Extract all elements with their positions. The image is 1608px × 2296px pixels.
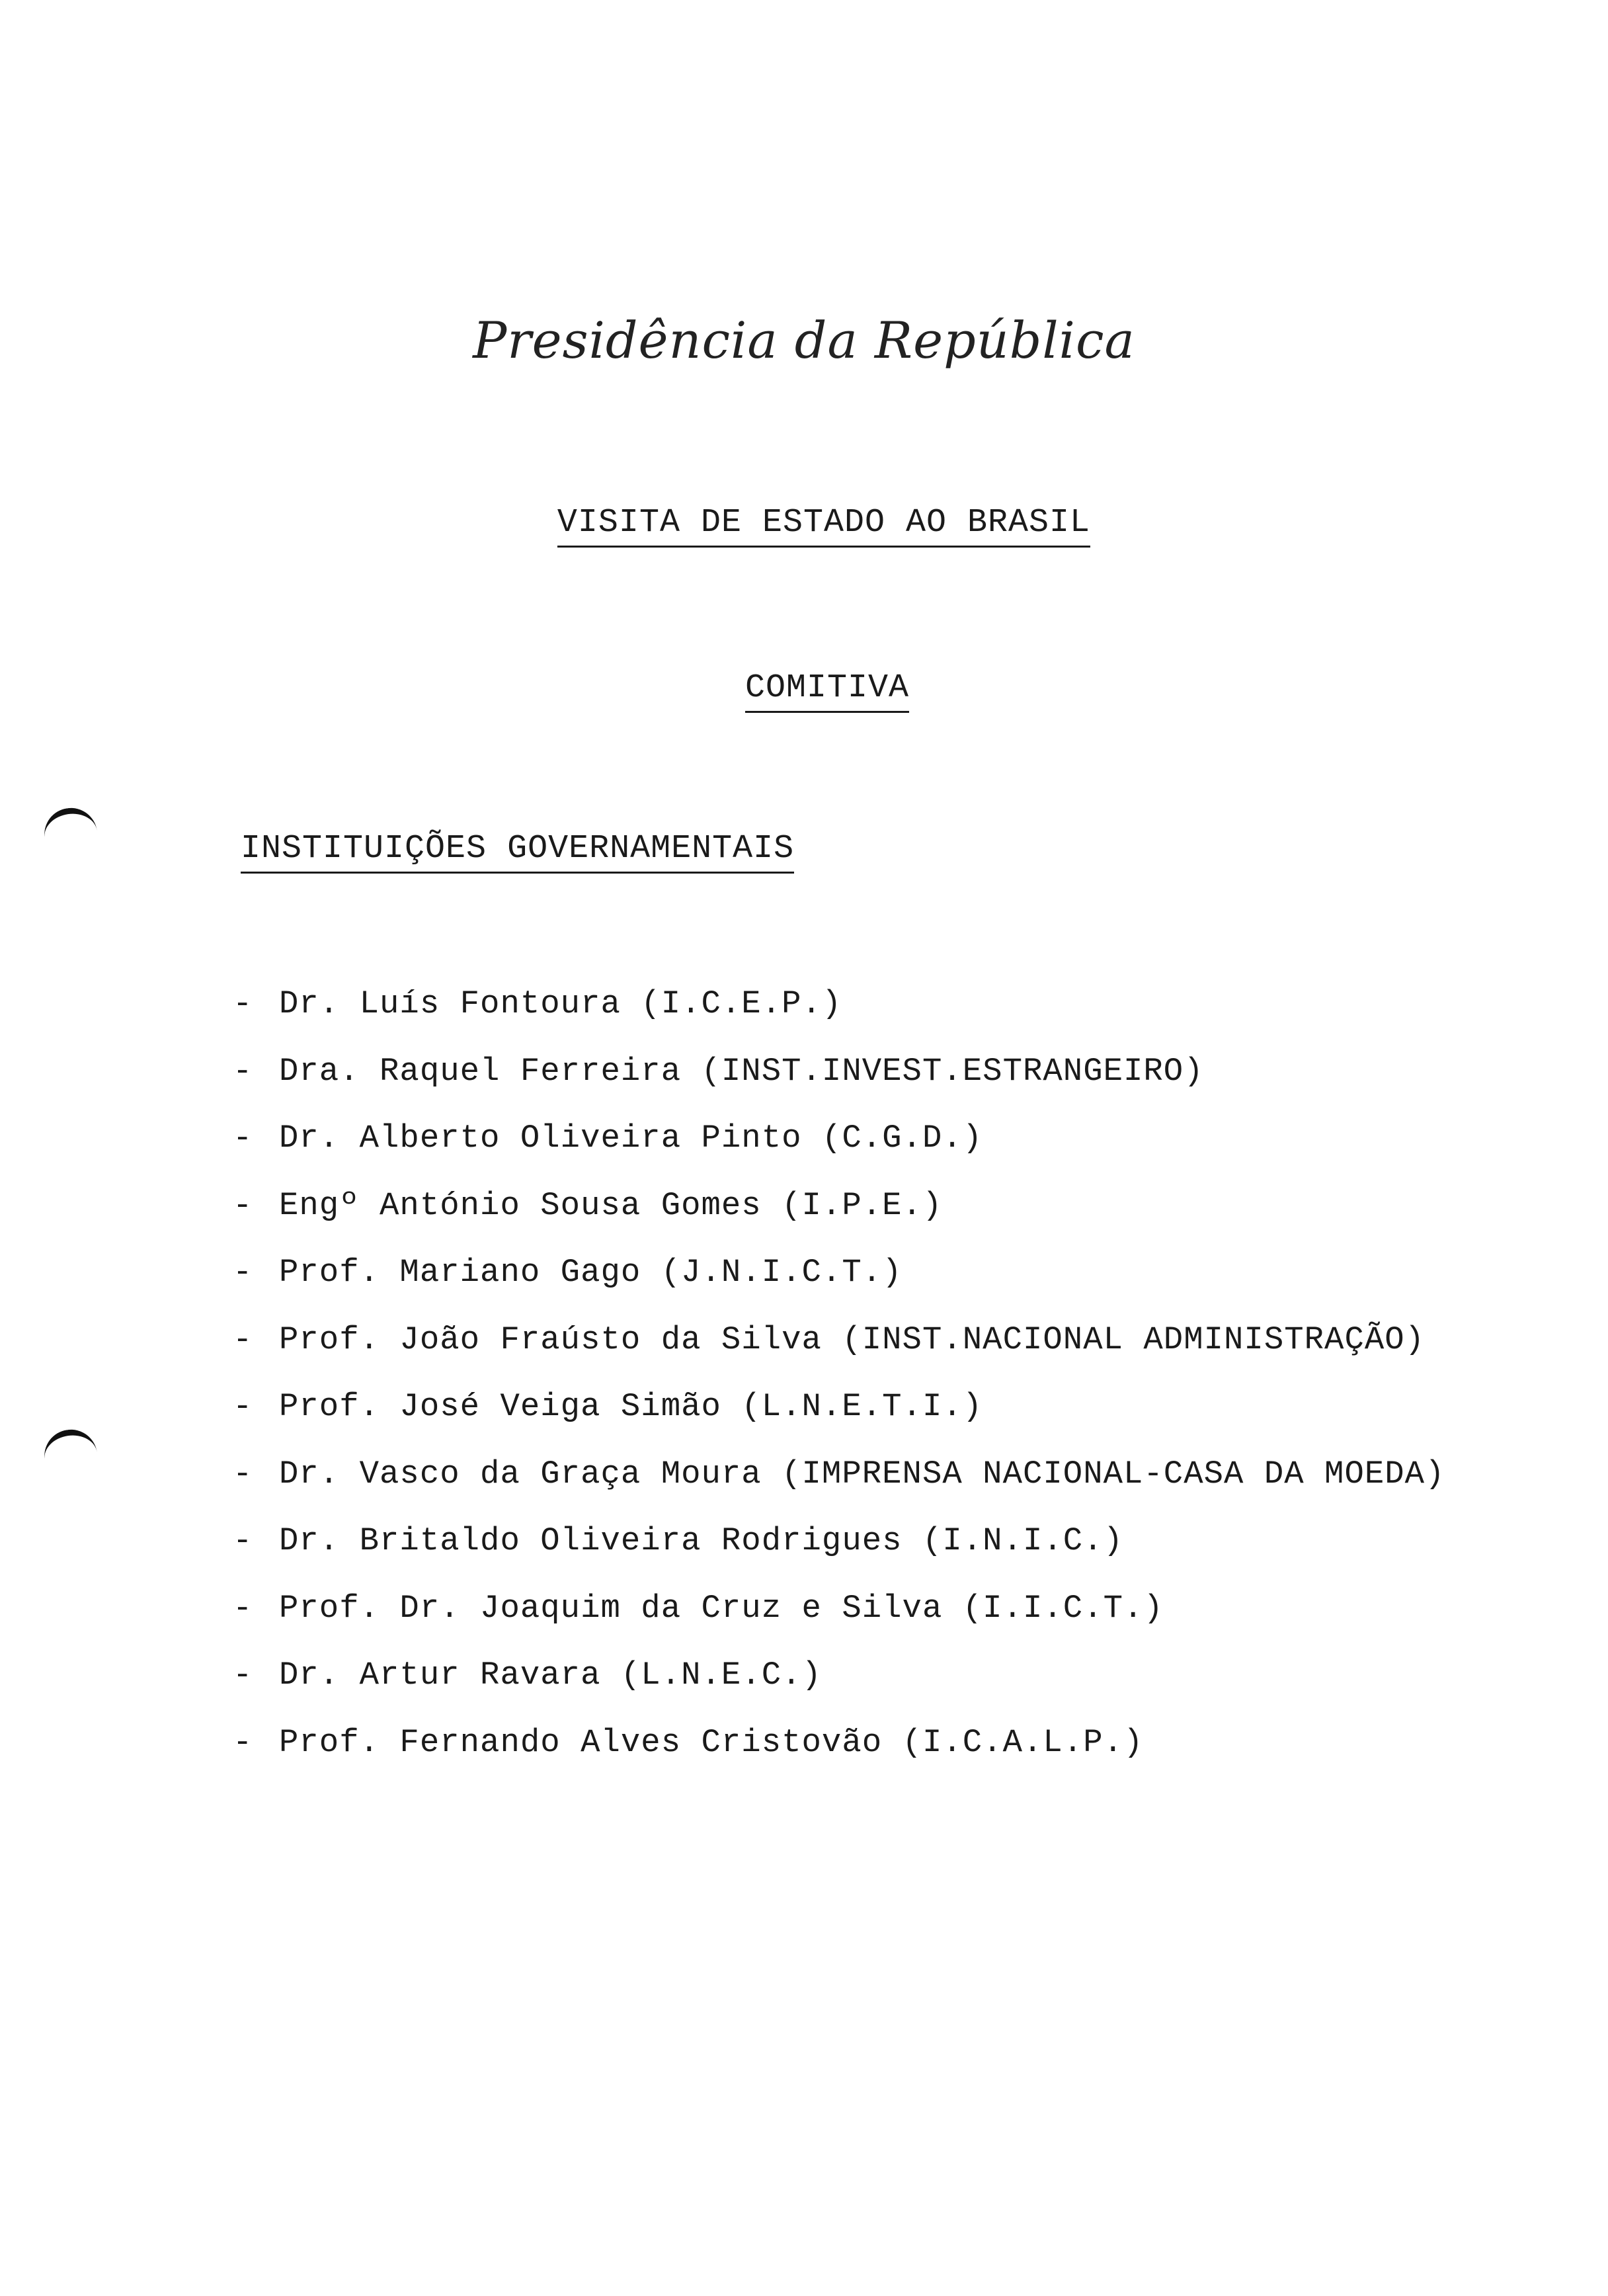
- member-text: Prof. Dr. Joaquim da Cruz e Silva (I.I.C.T.): [279, 1589, 1164, 1627]
- list-item: [233, 1723, 1445, 1790]
- list-item: [233, 1655, 1445, 1723]
- document-title-block: [0, 504, 1608, 542]
- list-dash: -: [233, 1321, 253, 1358]
- list-dash: -: [233, 1388, 253, 1425]
- list-dash: -: [233, 1254, 253, 1291]
- list-item: [233, 1186, 1445, 1253]
- list-item: [233, 1588, 1445, 1656]
- member-text: Dr. Artur Ravara (L.N.E.C.): [279, 1657, 822, 1694]
- list-item: [233, 1521, 1445, 1588]
- list-item: [233, 1454, 1445, 1522]
- list-dash: -: [233, 1522, 253, 1559]
- list-item: [233, 1387, 1445, 1454]
- document-subtitle: COMITIVA: [745, 669, 909, 713]
- document-subtitle-block: [0, 669, 1608, 707]
- member-text: Dr. Luís Fontoura (I.C.E.P.): [279, 985, 842, 1022]
- list-dash: -: [233, 1589, 253, 1627]
- member-text: Dr. Vasco da Graça Moura (IMPRENSA NACIONAL-CASA DA MOEDA): [279, 1455, 1445, 1493]
- member-text: Engº António Sousa Gomes (I.P.E.): [279, 1186, 943, 1224]
- list-item: [233, 1118, 1445, 1186]
- document-title: VISITA DE ESTADO AO BRASIL: [557, 504, 1090, 548]
- list-item: [233, 1252, 1445, 1320]
- list-dash: -: [233, 985, 253, 1022]
- list-dash: -: [233, 1657, 253, 1694]
- member-text: Prof. Fernando Alves Cristovão (I.C.A.L.P.): [279, 1723, 1144, 1761]
- list-dash: -: [233, 1455, 253, 1493]
- punch-hole-mark: [41, 1426, 98, 1466]
- letterhead: Presidência da República: [473, 311, 1135, 370]
- member-text: Prof. José Veiga Simão (L.N.E.T.I.): [279, 1388, 983, 1425]
- list-dash: -: [233, 1186, 253, 1224]
- member-text: Dr. Britaldo Oliveira Rodrigues (I.N.I.C.): [279, 1522, 1124, 1559]
- list-dash: -: [233, 1052, 253, 1090]
- list-dash: -: [233, 1723, 253, 1761]
- list-item: [233, 1051, 1445, 1119]
- list-dash: -: [233, 1120, 253, 1157]
- member-list: [233, 984, 1445, 1789]
- member-text: Dr. Alberto Oliveira Pinto (C.G.D.): [279, 1120, 983, 1157]
- list-item: [233, 1320, 1445, 1387]
- member-text: Dra. Raquel Ferreira (INST.INVEST.ESTRANGEIRO): [279, 1052, 1204, 1090]
- list-item: [233, 984, 1445, 1051]
- punch-hole-mark: [41, 805, 98, 844]
- member-text: Prof. Mariano Gago (J.N.I.C.T.): [279, 1254, 903, 1291]
- section-heading: INSTITUIÇÕES GOVERNAMENTAIS: [241, 830, 794, 874]
- member-text: Prof. João Fraústo da Silva (INST.NACIONAL ADMINISTRAÇÃO): [279, 1321, 1426, 1358]
- section-heading-block: [241, 830, 794, 868]
